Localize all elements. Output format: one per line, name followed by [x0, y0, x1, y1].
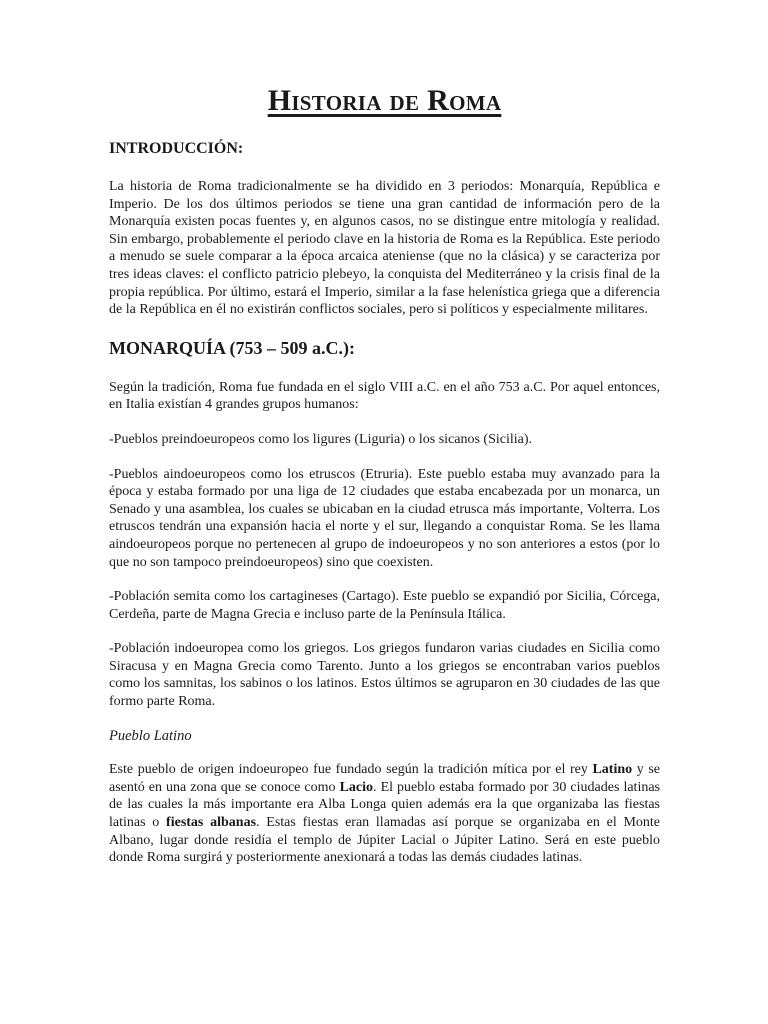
- monarquia-paragraph-3: -Pueblos aindoeuropeos como los etruscos (Etruria). Este pueblo estaba muy avanzado para la época y estaba formado por una liga de 12 ciudades que estaba encabezada por un monarca, un Senado y una asamblea, los cuales se ubicaban en la ciudad etrusca más importante, Volterra. Los etruscos tendrán una expansión hacia el norte y el sur, llegando a conquistar Roma. Se les llama aindoeuropeos porque no pertenecen al grupo de indoeuropeos y no son anteriores a estos (por lo que no son tampoco preindoeuropeos) sino que coexisten.: [109, 466, 660, 570]
- pueblo-latino-paragraph: [109, 761, 660, 867]
- monarquia-paragraph-2: -Pueblos preindoeuropeos como los ligures (Liguria) o los sicanos (Sicilia).: [109, 431, 533, 447]
- monarquia-heading: MONARQUÍA (753 – 509 a.C.):: [109, 337, 355, 358]
- document-title: Historia de Roma: [267, 84, 502, 117]
- intro-heading: INTRODUCCIÓN:: [109, 140, 244, 157]
- bold-term-latino: Latino: [592, 762, 633, 778]
- monarquia-paragraph-4: -Población semita como los cartagineses (Cartago). Este pueblo se expandió por Sicilia, Córcega, Cerdeña, parte de Magna Grecia e incluso parte de la Península Itálica.: [109, 589, 660, 622]
- text-segment: . Estas fiestas eran llamadas así porque se organizaba en el Monte Albano, lugar donde residía el templo de Júpiter Lacial o Júpiter Latino. Será en este pueblo donde Roma surgirá y posteriormente anexionará a todas las demás ciudades latinas.: [109, 815, 661, 866]
- monarquia-paragraph-1: Según la tradición, Roma fue fundada en el siglo VIII a.C. en el año 753 a.C. Por aquel entonces, en Italia existían 4 grandes grupos humanos:: [109, 379, 660, 413]
- text-segment: y se asentó en una zona que se conoce como: [109, 762, 660, 795]
- text-segment: Este pueblo de origen indoeuropeo fue fundado según la tradición mítica por el rey: [109, 762, 593, 778]
- bold-term-fiestas-albanas: fiestas albanas: [166, 815, 257, 831]
- text-segment: . El pueblo estaba formado por 30 ciudades latinas de las cuales la más importante era Alba Longa quien además era la que organizaba las fiestas latinas o: [109, 779, 660, 831]
- pueblo-latino-subheading: Pueblo Latino: [109, 727, 192, 744]
- monarquia-paragraph-5: -Población indoeuropea como los griegos. Los griegos fundaron varias ciudades en Sicilia como Siracusa y en Magna Grecia como Tarento. Junto a los griegos se encontraban varios pueblos como los samnitas, los sabinos o los latinos. Estos últimos se agruparon en 30 ciudades de las que formo parte Roma.: [109, 641, 660, 710]
- intro-paragraph: La historia de Roma tradicionalmente se ha dividido en 3 periodos: Monarquía, República e Imperio. De los dos últimos periodos se tiene una gran cantidad de información pero de la Monarquía existen pocas fuentes y, en algunos casos, no se distingue entre mitología y realidad. Sin embargo, probablemente el periodo clave en la historia de Roma es la República. Este periodo a menudo se suele comparar a la época arcaica ateniense (que no la clásica) y se caracteriza por tres ideas claves: el conflicto patricio plebeyo, la conquista del Mediterráneo y la crisis final de la propia república. Por último, estará el Imperio, similar a la fase helenística griega que a diferencia de la República en él no existirán conflictos sociales, pero si políticos y especialmente militares.: [109, 179, 660, 318]
- bold-term-lacio: Lacio: [339, 779, 374, 795]
